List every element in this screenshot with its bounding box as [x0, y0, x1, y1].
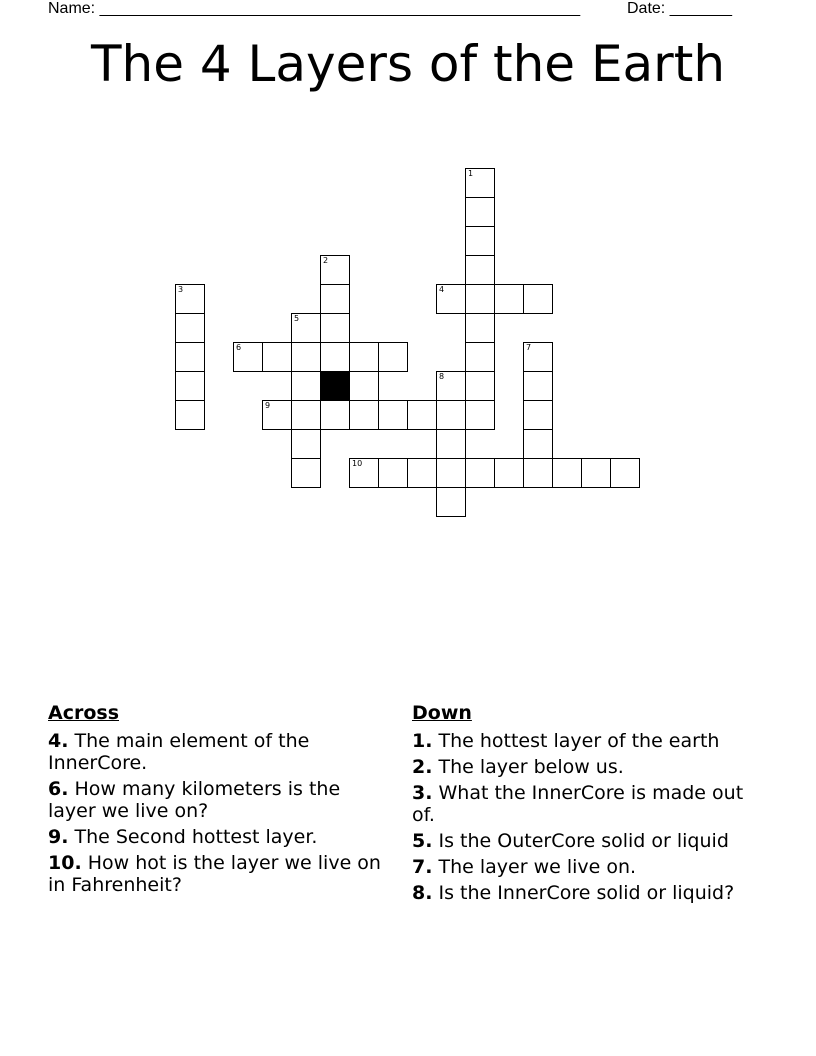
- grid-cell[interactable]: [262, 400, 292, 430]
- grid-cell[interactable]: [349, 400, 379, 430]
- grid-cell[interactable]: [262, 342, 292, 372]
- grid-block-cell: [320, 371, 350, 401]
- grid-cell[interactable]: [436, 371, 466, 401]
- grid-cell[interactable]: [436, 284, 466, 314]
- grid-cell[interactable]: [407, 400, 437, 430]
- clue-number: 2: [323, 256, 329, 265]
- grid-cell[interactable]: [465, 342, 495, 372]
- grid-cell[interactable]: [465, 255, 495, 285]
- grid-cell[interactable]: [233, 342, 263, 372]
- grid-cell[interactable]: [523, 371, 553, 401]
- grid-cell[interactable]: [320, 342, 350, 372]
- grid-cell[interactable]: [320, 255, 350, 285]
- clue-down-5: 5. Is the OuterCore solid or liquid: [412, 830, 729, 852]
- grid-cell[interactable]: [291, 458, 321, 488]
- grid-cell[interactable]: [436, 487, 466, 517]
- grid-cell[interactable]: [465, 226, 495, 256]
- clue-down-7: 7. The layer we live on.: [412, 856, 637, 878]
- down-clues: [412, 702, 762, 908]
- grid-cell[interactable]: [175, 371, 205, 401]
- grid-cell[interactable]: [552, 458, 582, 488]
- grid-cell[interactable]: [523, 284, 553, 314]
- clue-number: 1: [468, 169, 474, 178]
- grid-cell[interactable]: [465, 197, 495, 227]
- grid-cell[interactable]: [349, 342, 379, 372]
- grid-cell[interactable]: [320, 284, 350, 314]
- grid-cell[interactable]: [436, 400, 466, 430]
- clue-down-3: 3. What the InnerCore is made out of.: [412, 782, 744, 826]
- grid-cell[interactable]: [465, 458, 495, 488]
- grid-cell[interactable]: [175, 342, 205, 372]
- grid-cell[interactable]: [465, 400, 495, 430]
- grid-cell[interactable]: [610, 458, 640, 488]
- clue-number: 7: [526, 343, 532, 352]
- grid-cell[interactable]: [291, 313, 321, 343]
- grid-cell[interactable]: [175, 284, 205, 314]
- date-field-label[interactable]: Date: _______: [627, 0, 732, 17]
- clue-across-10: 10. How hot is the layer we live on in Fahrenheit?: [48, 852, 381, 896]
- grid-cell[interactable]: [378, 342, 408, 372]
- across-clues: [48, 702, 388, 900]
- grid-cell[interactable]: [494, 458, 524, 488]
- clue-number: 9: [265, 401, 271, 410]
- grid-cell[interactable]: [291, 371, 321, 401]
- grid-cell[interactable]: [436, 429, 466, 459]
- clue-number: 8: [439, 372, 445, 381]
- grid-cell[interactable]: [291, 429, 321, 459]
- clue-number: 5: [294, 314, 300, 323]
- grid-cell[interactable]: [523, 458, 553, 488]
- grid-cell[interactable]: [291, 342, 321, 372]
- clue-down-1: 1. The hottest layer of the earth: [412, 730, 720, 752]
- grid-cell[interactable]: [407, 458, 437, 488]
- clue-down-2: 2. The layer below us.: [412, 756, 624, 778]
- grid-cell[interactable]: [523, 400, 553, 430]
- down-heading: Down: [412, 702, 472, 724]
- grid-cell[interactable]: [349, 458, 379, 488]
- grid-cell[interactable]: [320, 313, 350, 343]
- grid-cell[interactable]: [291, 400, 321, 430]
- grid-cell[interactable]: [494, 284, 524, 314]
- page-title: The 4 Layers of the Earth: [90, 35, 726, 93]
- grid-cell[interactable]: [581, 458, 611, 488]
- across-heading: Across: [48, 702, 120, 724]
- grid-cell[interactable]: [320, 400, 350, 430]
- grid-cell[interactable]: [436, 458, 466, 488]
- name-field-label[interactable]: Name: ______________________________________________________: [48, 0, 581, 17]
- grid-cell[interactable]: [523, 342, 553, 372]
- clue-number: 6: [236, 343, 242, 352]
- grid-cell[interactable]: [378, 400, 408, 430]
- clue-across-4: 4. The main element of the InnerCore.: [48, 730, 310, 774]
- clue-across-9: 9. The Second hottest layer.: [48, 826, 318, 848]
- clue-across-6: 6. How many kilometers is the layer we live on?: [48, 778, 341, 822]
- grid-cell[interactable]: [175, 313, 205, 343]
- grid-cell[interactable]: [378, 458, 408, 488]
- clue-number: 10: [352, 459, 363, 468]
- clue-down-8: 8. Is the InnerCore solid or liquid?: [412, 882, 735, 904]
- grid-cell[interactable]: [465, 284, 495, 314]
- grid-cell[interactable]: [465, 168, 495, 198]
- grid-cell[interactable]: [465, 371, 495, 401]
- clue-number: 3: [178, 285, 184, 294]
- grid-cell[interactable]: [175, 400, 205, 430]
- clue-number: 4: [439, 285, 445, 294]
- grid-cell[interactable]: [523, 429, 553, 459]
- grid-cell[interactable]: [465, 313, 495, 343]
- grid-cell[interactable]: [349, 371, 379, 401]
